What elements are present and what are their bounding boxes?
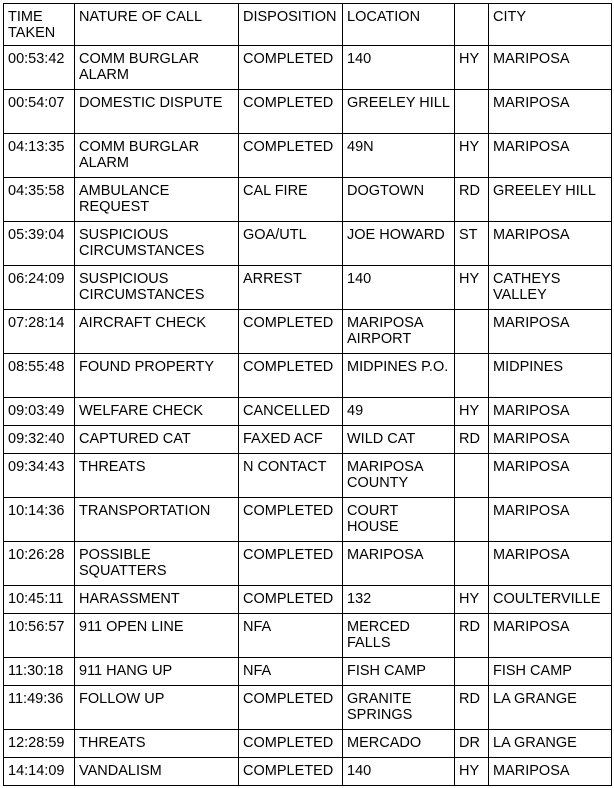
cell-nature: AIRCRAFT CHECK (75, 310, 239, 354)
cell-location: WILD CAT (343, 426, 455, 454)
header-time: TIME TAKEN (4, 4, 75, 46)
cell-time: 07:28:14 (4, 310, 75, 354)
cell-time: 09:32:40 (4, 426, 75, 454)
cell-location: 140 (343, 266, 455, 310)
cell-time: 04:13:35 (4, 134, 75, 178)
cell-location: 49N (343, 134, 455, 178)
cell-disposition: COMPLETED (239, 730, 343, 758)
cell-nature: FOUND PROPERTY (75, 354, 239, 398)
cell-nature: SUSPICIOUS CIRCUMSTANCES (75, 266, 239, 310)
cell-time: 08:55:48 (4, 354, 75, 398)
cell-time: 00:53:42 (4, 46, 75, 90)
cell-disposition: FAXED ACF (239, 426, 343, 454)
cell-location: COURT HOUSE (343, 498, 455, 542)
table-row (4, 586, 612, 614)
header-suffix (455, 4, 489, 46)
cell-suffix (455, 658, 489, 686)
cell-disposition: COMPLETED (239, 586, 343, 614)
cell-city: MARIPOSA (489, 222, 612, 266)
cell-time: 10:14:36 (4, 498, 75, 542)
cell-location: MARIPOSA (343, 542, 455, 586)
table-row (4, 614, 612, 658)
cell-suffix: RD (455, 686, 489, 730)
cell-city: MARIPOSA (489, 498, 612, 542)
cell-disposition: GOA/UTL (239, 222, 343, 266)
cell-suffix: RD (455, 426, 489, 454)
table-row (4, 658, 612, 686)
header-nature: NATURE OF CALL (75, 4, 239, 46)
table-header (4, 4, 612, 46)
cell-nature: POSSIBLE SQUATTERS (75, 542, 239, 586)
cell-city: MARIPOSA (489, 454, 612, 498)
cell-time: 04:35:58 (4, 178, 75, 222)
cell-disposition: COMPLETED (239, 46, 343, 90)
cell-time: 05:39:04 (4, 222, 75, 266)
cell-suffix (455, 454, 489, 498)
cell-city: MARIPOSA (489, 310, 612, 354)
cell-time: 09:34:43 (4, 454, 75, 498)
cell-location: MIDPINES P.O. (343, 354, 455, 398)
cell-nature: COMM BURGLAR ALARM (75, 46, 239, 90)
cell-suffix: RD (455, 178, 489, 222)
table-row (4, 454, 612, 498)
cell-suffix (455, 498, 489, 542)
cell-location: MARIPOSA AIRPORT (343, 310, 455, 354)
cell-location: MERCED FALLS (343, 614, 455, 658)
cell-nature: 911 OPEN LINE (75, 614, 239, 658)
table-row (4, 134, 612, 178)
cell-location: MERCADO (343, 730, 455, 758)
cell-nature: COMM BURGLAR ALARM (75, 134, 239, 178)
cell-disposition: COMPLETED (239, 498, 343, 542)
cell-city: MARIPOSA (489, 542, 612, 586)
cell-city: MARIPOSA (489, 398, 612, 426)
cell-suffix: ST (455, 222, 489, 266)
cell-suffix (455, 310, 489, 354)
table-row (4, 178, 612, 222)
cell-suffix: HY (455, 46, 489, 90)
cell-time: 09:03:49 (4, 398, 75, 426)
cell-nature: THREATS (75, 730, 239, 758)
header-city: CITY (489, 4, 612, 46)
cell-city: FISH CAMP (489, 658, 612, 686)
cell-location: GREELEY HILL (343, 90, 455, 134)
cell-location: 140 (343, 758, 455, 786)
cell-disposition: NFA (239, 658, 343, 686)
cell-city: COULTERVILLE (489, 586, 612, 614)
table-row (4, 758, 612, 786)
cell-city: LA GRANGE (489, 686, 612, 730)
cell-time: 10:26:28 (4, 542, 75, 586)
cell-nature: VANDALISM (75, 758, 239, 786)
cell-disposition: CANCELLED (239, 398, 343, 426)
cell-city: MARIPOSA (489, 46, 612, 90)
cell-time: 11:49:36 (4, 686, 75, 730)
cell-time: 12:28:59 (4, 730, 75, 758)
header-row (4, 4, 612, 46)
table-row (4, 354, 612, 398)
cell-disposition: N CONTACT (239, 454, 343, 498)
cell-city: MIDPINES (489, 354, 612, 398)
cell-location: DOGTOWN (343, 178, 455, 222)
cell-city: MARIPOSA (489, 758, 612, 786)
cell-time: 00:54:07 (4, 90, 75, 134)
cell-disposition: COMPLETED (239, 90, 343, 134)
cell-time: 10:45:11 (4, 586, 75, 614)
table-row (4, 46, 612, 90)
cell-city: MARIPOSA (489, 134, 612, 178)
table-row (4, 398, 612, 426)
cell-nature: FOLLOW UP (75, 686, 239, 730)
table-body (4, 46, 612, 786)
cell-location: 49 (343, 398, 455, 426)
table-row (4, 686, 612, 730)
cell-nature: HARASSMENT (75, 586, 239, 614)
cell-suffix: HY (455, 586, 489, 614)
cell-time: 10:56:57 (4, 614, 75, 658)
cell-disposition: COMPLETED (239, 310, 343, 354)
table-row (4, 542, 612, 586)
cell-time: 06:24:09 (4, 266, 75, 310)
cell-nature: AMBULANCE REQUEST (75, 178, 239, 222)
table-row (4, 730, 612, 758)
cell-disposition: COMPLETED (239, 542, 343, 586)
cell-city: LA GRANGE (489, 730, 612, 758)
cell-location: 140 (343, 46, 455, 90)
cell-nature: TRANSPORTATION (75, 498, 239, 542)
cell-city: GREELEY HILL (489, 178, 612, 222)
cell-suffix: HY (455, 266, 489, 310)
cell-city: MARIPOSA (489, 426, 612, 454)
cell-disposition: COMPLETED (239, 758, 343, 786)
cell-time: 14:14:09 (4, 758, 75, 786)
cell-city: MARIPOSA (489, 90, 612, 134)
cell-suffix: HY (455, 398, 489, 426)
cell-nature: THREATS (75, 454, 239, 498)
cell-city: CATHEYS VALLEY (489, 266, 612, 310)
cell-location: 132 (343, 586, 455, 614)
cell-disposition: COMPLETED (239, 686, 343, 730)
cell-nature: CAPTURED CAT (75, 426, 239, 454)
cell-location: GRANITE SPRINGS (343, 686, 455, 730)
table-row (4, 266, 612, 310)
cell-suffix: RD (455, 614, 489, 658)
cell-suffix (455, 90, 489, 134)
cell-suffix: HY (455, 758, 489, 786)
table-row (4, 310, 612, 354)
cell-disposition: ARREST (239, 266, 343, 310)
cell-disposition: CAL FIRE (239, 178, 343, 222)
cell-suffix (455, 542, 489, 586)
cell-location: MARIPOSA COUNTY (343, 454, 455, 498)
table-row (4, 90, 612, 134)
table-row (4, 426, 612, 454)
call-log-table (3, 3, 612, 786)
cell-suffix: HY (455, 134, 489, 178)
table-row (4, 498, 612, 542)
cell-nature: 911 HANG UP (75, 658, 239, 686)
table-row (4, 222, 612, 266)
cell-location: JOE HOWARD (343, 222, 455, 266)
cell-nature: DOMESTIC DISPUTE (75, 90, 239, 134)
cell-disposition: NFA (239, 614, 343, 658)
cell-city: MARIPOSA (489, 614, 612, 658)
header-location: LOCATION (343, 4, 455, 46)
cell-suffix (455, 354, 489, 398)
cell-nature: WELFARE CHECK (75, 398, 239, 426)
cell-suffix: DR (455, 730, 489, 758)
header-disposition: DISPOSITION (239, 4, 343, 46)
cell-disposition: COMPLETED (239, 134, 343, 178)
cell-time: 11:30:18 (4, 658, 75, 686)
cell-nature: SUSPICIOUS CIRCUMSTANCES (75, 222, 239, 266)
cell-location: FISH CAMP (343, 658, 455, 686)
cell-disposition: COMPLETED (239, 354, 343, 398)
